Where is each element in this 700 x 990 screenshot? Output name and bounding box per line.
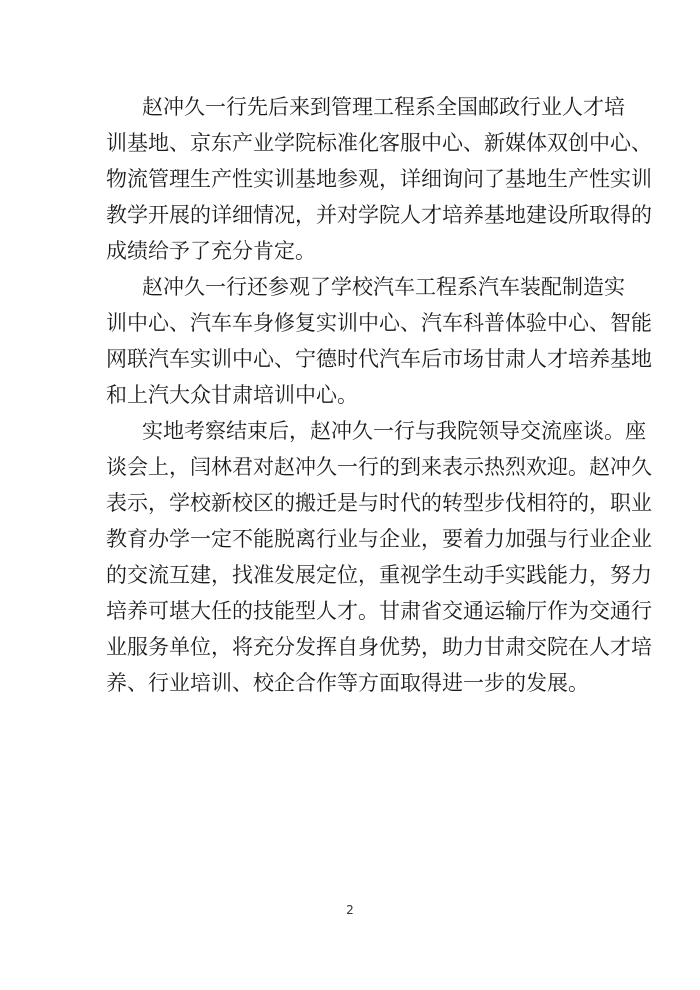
paragraph-line: 的交流互建，找准发展定位，重视学生动手实践能力，努力: [106, 563, 652, 587]
page-number: 2: [346, 903, 354, 917]
paragraph-2: [106, 269, 652, 413]
paragraph-line: 网联汽车实训中心、宁德时代汽车后市场甘肃人才培养基地: [106, 347, 652, 371]
paragraph-line: 教育办学一定不能脱离行业与企业，要着力加强与行业企业: [106, 527, 652, 551]
paragraph-line: 实地考察结束后，赵冲久一行与我院领导交流座谈。座: [142, 419, 646, 443]
paragraph-1: [106, 89, 652, 269]
paragraph-line: 养、行业培训、校企合作等方面取得进一步的发展。: [106, 671, 589, 695]
paragraph-line: 训基地、京东产业学院标准化客服中心、新媒体双创中心、: [106, 131, 652, 155]
paragraph-line: 培养可堪大任的技能型人才。甘肃省交通运输厅作为交通行: [106, 599, 652, 623]
paragraph-line: 和上汽大众甘肃培训中心。: [106, 383, 358, 407]
body-text: [106, 89, 652, 701]
paragraph-3: [106, 413, 652, 701]
paragraph-line: 谈会上，闫林君对赵冲久一行的到来表示热烈欢迎。赵冲久: [106, 455, 652, 479]
paragraph-line: 赵冲久一行还参观了学校汽车工程系汽车装配制造实: [142, 275, 625, 299]
paragraph-line: 表示，学校新校区的搬迁是与时代的转型步伐相符的，职业: [106, 491, 652, 515]
paragraph-line: 物流管理生产性实训基地参观，详细询问了基地生产性实训: [106, 167, 652, 191]
paragraph-line: 业服务单位，将充分发挥自身优势，助力甘肃交院在人才培: [106, 635, 652, 659]
paragraph-line: 成绩给予了充分肯定。: [106, 239, 316, 263]
paragraph-line: 教学开展的详细情况，并对学院人才培养基地建设所取得的: [106, 203, 652, 227]
paragraph-line: 训中心、汽车车身修复实训中心、汽车科普体验中心、智能: [106, 311, 652, 335]
paragraph-line: 赵冲久一行先后来到管理工程系全国邮政行业人才培: [142, 95, 625, 119]
